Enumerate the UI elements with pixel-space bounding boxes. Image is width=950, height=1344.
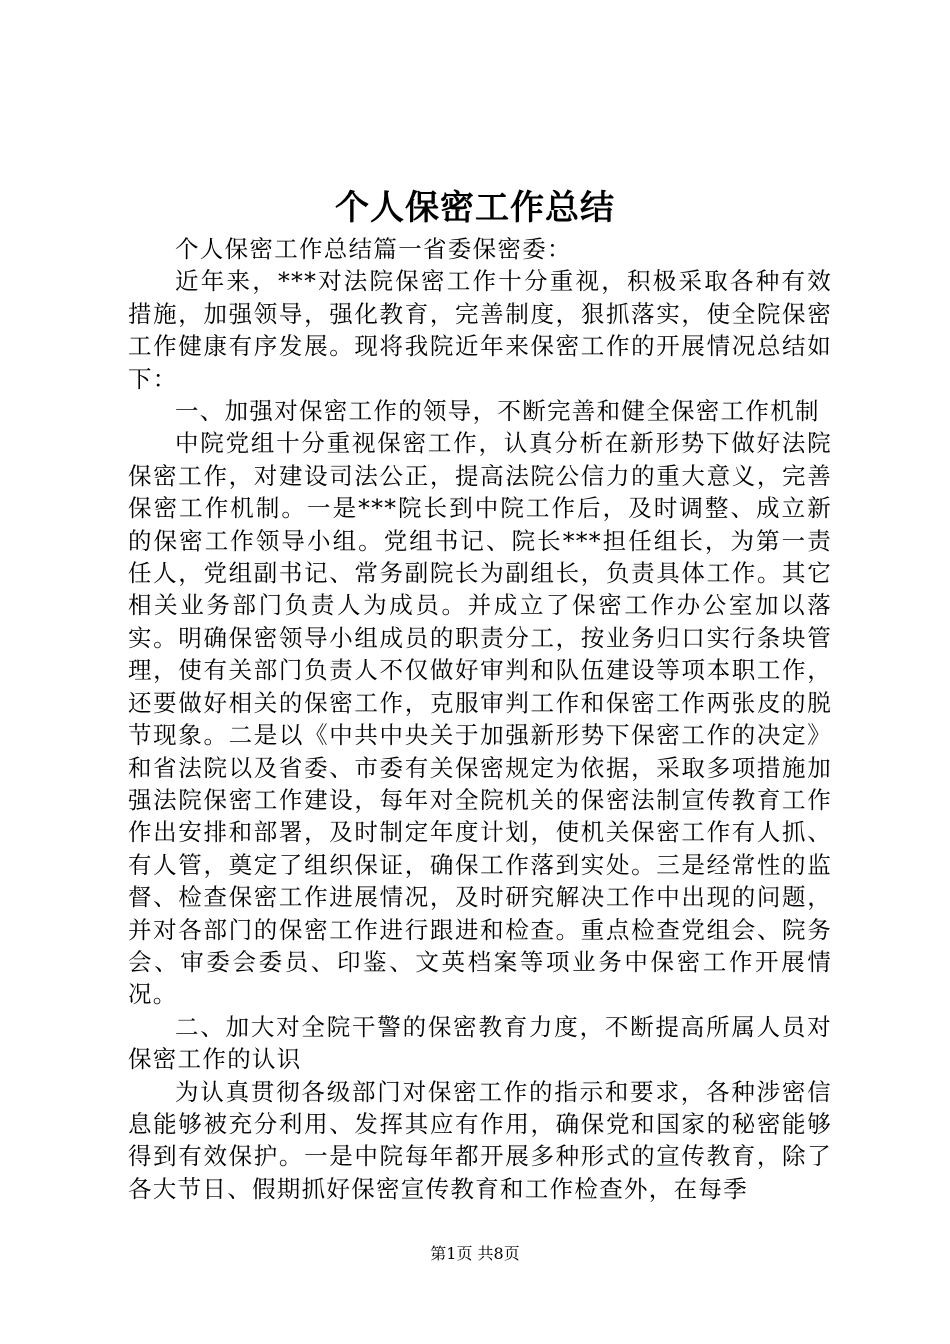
- paragraph-opening: 个人保密工作总结篇一省委保密委：: [175, 235, 572, 263]
- section-heading-1: 一、加强对保密工作的领导，不断完善和健全保密工作机制: [175, 397, 820, 426]
- page-number-footer: 第1页 共8页: [430, 1244, 520, 1263]
- paragraph-intro: 近年来，***对法院保密工作十分重视，积极采取各种有效措施，加强领导，强化教育，完善制度，狠抓落实，使全院保密工作健康有序发展。现将我院近年来保密工作的开展情况总结如下：: [128, 267, 832, 393]
- section-heading-2: 二、加大对全院干警的保密教育力度，不断提高所属人员对保密工作的认识: [128, 1012, 832, 1074]
- document-body: [128, 233, 832, 1205]
- paragraph-section-2: 为认真贯彻各级部门对保密工作的指示和要求，各种涉密信息能够被充分利用、发挥其应有作用，确保党和国家的秘密能够得到有效保护。一是中院每年都开展多种形式的宣传教育，除了各大节日、假期抓好保密宣传教育和工作检查外，在每季: [128, 1077, 832, 1203]
- document-title: 个人保密工作总结: [335, 188, 615, 228]
- paragraph-section-1: 中院党组十分重视保密工作，认真分析在新形势下做好法院保密工作，对建设司法公正，提高法院公信力的重大意义，完善保密工作机制。一是***院长到中院工作后，及时调整、成立新的保密工作领导小组。党组书记、院长***担任组长，为第一责任人，党组副书记、常务副院长为副组长，负责具体工作。其它相关业务部门负责人为成员。并成立了保密工作办公室加以落实。明确保密领导小组成员的职责分工，按业务归口实行条块管理，使有关部门负责人不仅做好审判和队伍建设等项本职工作，还要做好相关的保密工作，克服审判工作和保密工作两张皮的脱节现象。二是以《中共中央关于加强新形势下保密工作的决定》和省法院以及省委、市委有关保密规定为依据，采取多项措施加强法院保密工作建设，每年对全院机关的保密法制宣传教育工作作出安排和部署，及时制定年度计划，使机关保密工作有人抓、有人管，奠定了组织保证，确保工作落到实处。三是经常性的监督、检查保密工作进展情况，及时研究解决工作中出现的问题，并对各部门的保密工作进行跟进和检查。重点检查党组会、院务会、审委会委员、印鉴、文英档案等项业务中保密工作开展情况。: [128, 429, 832, 1009]
